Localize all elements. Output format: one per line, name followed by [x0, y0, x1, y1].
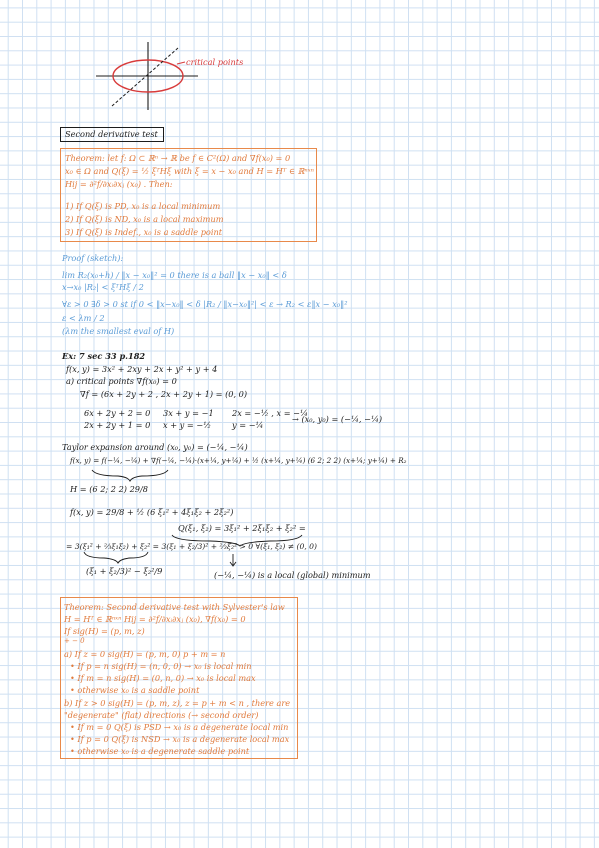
theorem-1-line: Hij = ∂²f/∂xᵢ∂xⱼ (x₀) . Then: [65, 179, 173, 189]
theorem-2-line: • otherwise x₀ is a degenerate saddle point [70, 746, 250, 756]
theorem-2-line: + − 0 [64, 637, 85, 645]
theorem-2-line: H = Hᵀ ∈ ℝⁿˣⁿ Hij = ∂²f/∂xᵢ∂xⱼ (x₀), ∇f(x₀) = 0 [64, 614, 246, 624]
system-eq: 6x + 2y + 2 = 0 [84, 408, 151, 418]
example-gradient: ∇f = (6x + 2y + 2 , 2x + 2y + 1) = (0, 0) [80, 389, 248, 399]
theorem-1-line: 2) If Q(ξ) is ND, x₀ is a local maximum [65, 214, 224, 224]
taylor-expansion: f(x, y) = f(−¼, −¼) + ∇f(−¼, −¼)·(x+¼, y+¼) + ½ (x+¼, y+¼) (6 2; 2 2) (x+¼; y+¼) + R₂ [70, 456, 407, 465]
proof-title: Proof (sketch): [62, 253, 124, 263]
example-part-a: a) critical points ∇f(x₀) = 0 [66, 376, 177, 386]
theorem-1-line: 3) If Q(ξ) is Indef., x₀ is a saddle point [65, 227, 223, 237]
theorem-2-line: Theorem: Second derivative test with Sylvester's law [64, 602, 285, 612]
theorem-2-line: • If p = 0 Q(ξ) is NSD → x₀ is a degenerate local max [70, 734, 290, 744]
system-eq: 2x + 2y + 1 = 0 [84, 420, 151, 430]
proof-line: x→x₀ |R₂| < ξᵀHξ / 2 [62, 282, 144, 292]
theorem-2-line: • If p = n sig(H) = (n, 0, 0) → x₀ is local min [70, 661, 252, 671]
example-function: f(x, y) = 3x² + 2xy + 2x + y² + y + 4 [66, 364, 218, 374]
example-conclusion: (−¼, −¼) is a local (global) minimum [214, 570, 371, 580]
q-definition: Q(ξ₁, ξ₂) = 3ξ₁² + 2ξ₁ξ₂ + ξ₂² = [178, 523, 306, 533]
system-eq: 2x = −½ , x = −¼ [232, 408, 308, 418]
theorem-2-line: "degenerate" (flat) directions (→ second order) [64, 710, 259, 720]
theorem-2-line: • If m = n sig(H) = (0, n, 0) → x₀ is local max [70, 673, 256, 683]
square-expansion: (ξ₁ + ξ₂/3)² − ξ₂²/9 [86, 566, 163, 576]
taylor-title: Taylor expansion around (x₀, y₀) = (−¼, −¼) [62, 442, 248, 452]
theorem-1-line: x₀ ∈ Ω and Q(ξ) = ½ ξᵀHξ with ξ = x − x₀ and H = Hᵀ ∈ ℝⁿˣⁿ [65, 166, 314, 176]
theorem-2-line: • If m = 0 Q(ξ) is PSD → x₀ is a degenerate local min [70, 722, 289, 732]
proof-line: (λm the smallest eval of H) [62, 326, 175, 336]
f-quadratic-form: f(x, y) = 29/8 + ½ (6 ξ₁² + 4ξ₁ξ₂ + 2ξ₂²) [70, 507, 234, 517]
theorem-2-line: a) If z = 0 sig(H) = (p, m, 0) p + m = n [64, 649, 226, 659]
theorem-2-line: • otherwise x₀ is a saddle point [70, 685, 200, 695]
theorem-1-line: 1) If Q(ξ) is PD, x₀ is a local minimum [65, 201, 221, 211]
theorem-1-line: Theorem: let f: Ω ⊂ ℝⁿ → ℝ be f ∈ C²(Ω) and ∇f(x₀) = 0 [65, 153, 291, 163]
proof-line: lim R₂(x₀+h) / ‖x − x₀‖² = 0 there is a ball ‖x − x₀‖ < δ [62, 270, 287, 280]
theorem-2-line: If sig(H) = (p, m, z) [64, 626, 145, 636]
section-title: Second derivative test [65, 129, 158, 139]
hessian-matrix: H = (6 2; 2 2) 29/8 [70, 484, 148, 494]
completing-square: = 3(ξ₁² + ⅔ξ₁ξ₂) + ξ₂² = 3(ξ₁ + ξ₂/3)² + ⅔ξ₂² > 0 ∀(ξ₁, ξ₂) ≠ (0, 0) [66, 542, 317, 551]
proof-line: ∀ε > 0 ∃δ > 0 st if 0 < ‖x−x₀‖ < δ |R₂ / ‖x−x₀‖²| < ε → R₂ < ε‖x − x₀‖² [62, 299, 348, 309]
system-eq: x + y = −½ [163, 420, 212, 430]
proof-line: ε < λm / 2 [62, 313, 105, 323]
critical-point-solution: → (x₀, y₀) = (−¼, −¼) [292, 414, 383, 424]
theorem-2-line: b) If z > 0 sig(H) = (p, m, z), z = p + m < n , there are [64, 698, 291, 708]
critical-points-label: critical points [186, 57, 244, 67]
system-eq: 3x + y = −1 [163, 408, 214, 418]
example-header: Ex: 7 sec 33 p.182 [62, 351, 146, 361]
system-eq: y = −¼ [232, 420, 264, 430]
